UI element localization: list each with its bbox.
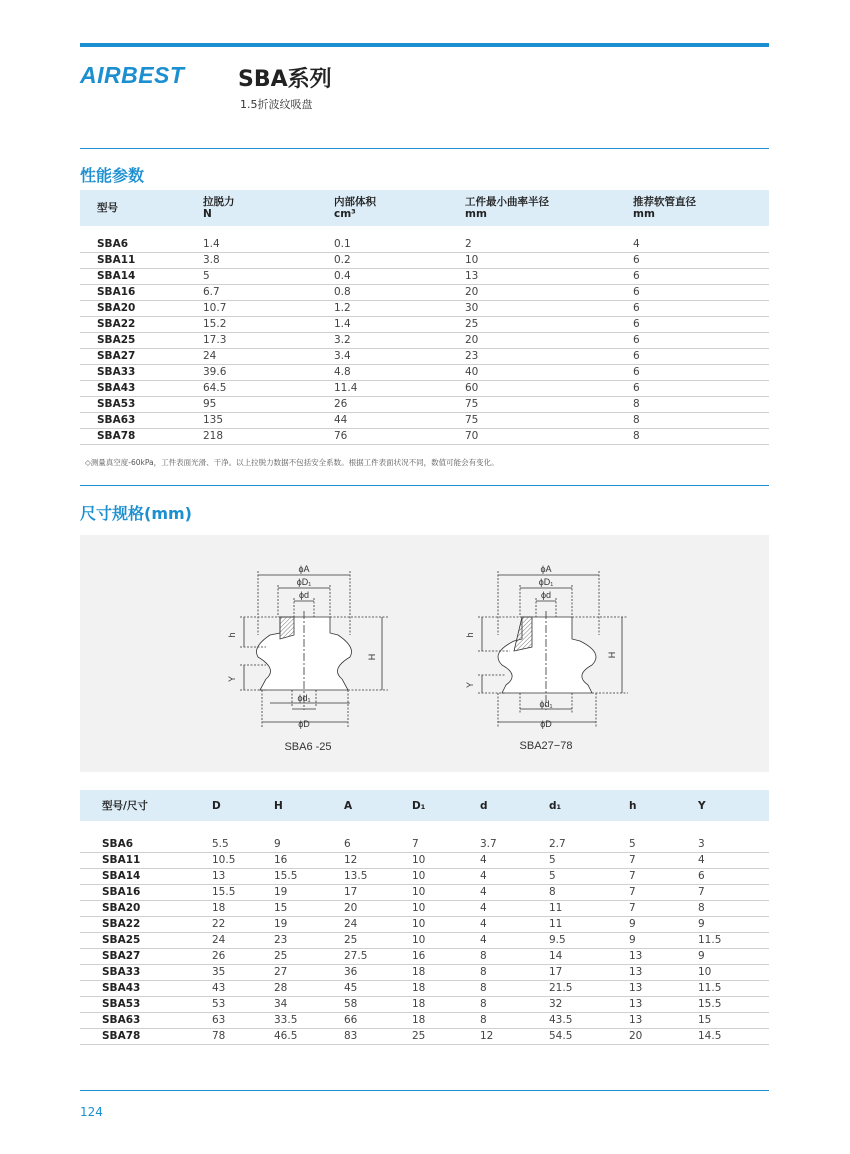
value-cell: 10.5 [212, 853, 274, 869]
value-cell: 23 [274, 933, 344, 949]
label-h: h [227, 632, 237, 638]
label-H: H [607, 651, 617, 659]
value-cell: 4 [480, 869, 549, 885]
value-cell: 44 [334, 413, 465, 429]
value-cell: 6 [633, 381, 769, 397]
value-cell: 63 [212, 1013, 274, 1029]
label-phi-d: ϕd [540, 590, 552, 600]
value-cell: 24 [212, 933, 274, 949]
value-cell: 70 [465, 429, 633, 445]
model-cell: SBA6 [80, 237, 203, 253]
performance-header-row [80, 190, 769, 226]
dimension-row [80, 885, 769, 901]
model-cell: SBA33 [80, 365, 203, 381]
value-cell: 36 [344, 965, 412, 981]
model-cell: SBA63 [80, 413, 203, 429]
label-h: h [465, 632, 475, 638]
value-cell: 40 [465, 365, 633, 381]
value-cell: 60 [465, 381, 633, 397]
value-cell: 33.5 [274, 1013, 344, 1029]
value-cell: 8 [633, 429, 769, 445]
value-cell: 24 [344, 917, 412, 933]
value-cell: 34 [274, 997, 344, 1013]
page-title: SBA系列 [238, 67, 332, 92]
value-cell: 10.7 [203, 301, 334, 317]
value-cell: 3.2 [334, 333, 465, 349]
performance-header-cell: 内部体积 cm³ [334, 190, 465, 226]
value-cell: 20 [465, 285, 633, 301]
value-cell: 2 [465, 237, 633, 253]
performance-header-cell: 推荐软管直径 mm [633, 190, 769, 226]
value-cell: 5 [203, 269, 334, 285]
value-cell: 8 [480, 997, 549, 1013]
suction-cup-drawings [80, 535, 769, 772]
value-cell: 10 [698, 965, 769, 981]
performance-row [80, 333, 769, 349]
model-cell: SBA16 [80, 285, 203, 301]
performance-row [80, 285, 769, 301]
value-cell: 13.5 [344, 869, 412, 885]
value-cell: 5 [549, 869, 629, 885]
value-cell: 11 [549, 901, 629, 917]
value-cell: 15.2 [203, 317, 334, 333]
value-cell: 6 [633, 301, 769, 317]
value-cell: 9.5 [549, 933, 629, 949]
label-phi-D1: ϕD₁ [538, 577, 554, 587]
value-cell: 58 [344, 997, 412, 1013]
value-cell: 7 [629, 853, 698, 869]
value-cell: 75 [465, 413, 633, 429]
value-cell: 21.5 [549, 981, 629, 997]
dimension-header-cell: h [629, 790, 698, 821]
value-cell: 15.5 [212, 885, 274, 901]
dimension-diagram [80, 535, 769, 772]
value-cell: 76 [334, 429, 465, 445]
brand-logo [80, 62, 184, 89]
model-cell: SBA53 [80, 397, 203, 413]
dimension-header-cell: H [274, 790, 344, 821]
performance-row [80, 349, 769, 365]
value-cell: 7 [629, 901, 698, 917]
value-cell: 78 [212, 1029, 274, 1045]
model-cell: SBA53 [80, 997, 212, 1013]
dimension-row [80, 997, 769, 1013]
value-cell: 8 [480, 965, 549, 981]
value-cell: 10 [465, 253, 633, 269]
value-cell: 9 [274, 837, 344, 853]
label-phi-d1: ϕd₁ [539, 699, 553, 709]
value-cell: 6 [633, 317, 769, 333]
model-cell: SBA14 [80, 869, 212, 885]
dimension-header-cell: d₁ [549, 790, 629, 821]
value-cell: 15.5 [698, 997, 769, 1013]
model-cell: SBA14 [80, 269, 203, 285]
value-cell: 1.2 [334, 301, 465, 317]
value-cell: 6 [633, 365, 769, 381]
model-cell: SBA43 [80, 981, 212, 997]
value-cell: 4 [480, 917, 549, 933]
value-cell: 8 [633, 413, 769, 429]
dimension-header-cell: Y [698, 790, 769, 821]
performance-row [80, 253, 769, 269]
dimension-table-body [80, 837, 769, 1045]
dimension-row [80, 901, 769, 917]
value-cell: 11.5 [698, 933, 769, 949]
value-cell: 3.8 [203, 253, 334, 269]
left-drawing-caption: SBA6 -25 [284, 741, 332, 753]
value-cell: 18 [412, 1013, 480, 1029]
page-number: 124 [80, 1105, 103, 1119]
value-cell: 14 [549, 949, 629, 965]
value-cell: 8 [480, 1013, 549, 1029]
performance-row [80, 381, 769, 397]
model-cell: SBA6 [80, 837, 212, 853]
value-cell: 13 [629, 965, 698, 981]
value-cell: 64.5 [203, 381, 334, 397]
dimension-header-cell: A [344, 790, 412, 821]
dimension-row [80, 869, 769, 885]
performance-header-cell: 型号 [80, 190, 203, 226]
value-cell: 13 [629, 1013, 698, 1029]
value-cell: 15 [274, 901, 344, 917]
value-cell: 53 [212, 997, 274, 1013]
model-cell: SBA20 [80, 301, 203, 317]
model-cell: SBA78 [80, 1029, 212, 1045]
value-cell: 6 [698, 869, 769, 885]
value-cell: 20 [629, 1029, 698, 1045]
value-cell: 19 [274, 885, 344, 901]
label-Y: Y [465, 681, 475, 689]
label-phi-d: ϕd [298, 590, 310, 600]
model-cell: SBA11 [80, 253, 203, 269]
value-cell: 27.5 [344, 949, 412, 965]
value-cell: 3.7 [480, 837, 549, 853]
label-phi-D: ϕD [540, 719, 552, 729]
value-cell: 8 [549, 885, 629, 901]
value-cell: 4 [480, 933, 549, 949]
model-cell: SBA27 [80, 949, 212, 965]
label-Y: Y [227, 675, 237, 683]
value-cell: 8 [480, 949, 549, 965]
value-cell: 6 [633, 285, 769, 301]
value-cell: 13 [629, 981, 698, 997]
dimension-row [80, 949, 769, 965]
performance-row [80, 397, 769, 413]
dimension-row [80, 981, 769, 997]
value-cell: 1.4 [334, 317, 465, 333]
value-cell: 43 [212, 981, 274, 997]
value-cell: 25 [274, 949, 344, 965]
value-cell: 20 [344, 901, 412, 917]
label-phi-D: ϕD [298, 719, 310, 729]
performance-row [80, 237, 769, 253]
dimension-header-cell: d [480, 790, 549, 821]
value-cell: 75 [465, 397, 633, 413]
value-cell: 8 [480, 981, 549, 997]
value-cell: 135 [203, 413, 334, 429]
value-cell: 8 [698, 901, 769, 917]
value-cell: 16 [412, 949, 480, 965]
value-cell: 1.4 [203, 237, 334, 253]
value-cell: 14.5 [698, 1029, 769, 1045]
model-cell: SBA27 [80, 349, 203, 365]
value-cell: 28 [274, 981, 344, 997]
value-cell: 13 [629, 949, 698, 965]
performance-header-cell: 工件最小曲率半径 mm [465, 190, 633, 226]
performance-table [80, 190, 769, 445]
logo-text: AIRBEST [80, 62, 185, 88]
value-cell: 6.7 [203, 285, 334, 301]
page-subtitle: 1.5折波纹吸盘 [240, 98, 313, 111]
label-phi-A: ϕA [540, 564, 552, 574]
value-cell: 11.4 [334, 381, 465, 397]
performance-row [80, 413, 769, 429]
value-cell: 18 [412, 997, 480, 1013]
value-cell: 24 [203, 349, 334, 365]
section-divider [80, 148, 769, 149]
value-cell: 7 [629, 885, 698, 901]
model-cell: SBA20 [80, 901, 212, 917]
model-cell: SBA25 [80, 333, 203, 349]
value-cell: 9 [698, 917, 769, 933]
value-cell: 9 [629, 917, 698, 933]
value-cell: 15.5 [274, 869, 344, 885]
label-phi-d1: ϕd₁ [297, 693, 311, 703]
performance-note: ◇测量真空度-60kPa，工件表面光滑、干净。以上拉脱力数据不包括安全系数。根据工件表面状况不同，数值可能会有变化。 [85, 458, 499, 467]
value-cell: 11 [549, 917, 629, 933]
value-cell: 23 [465, 349, 633, 365]
right-cup-drawing [478, 571, 628, 727]
value-cell: 4 [633, 237, 769, 253]
value-cell: 7 [412, 837, 480, 853]
value-cell: 6 [633, 333, 769, 349]
value-cell: 13 [212, 869, 274, 885]
dimension-row [80, 837, 769, 853]
value-cell: 6 [633, 349, 769, 365]
value-cell: 46.5 [274, 1029, 344, 1045]
value-cell: 17 [344, 885, 412, 901]
value-cell: 5 [549, 853, 629, 869]
value-cell: 4 [480, 901, 549, 917]
value-cell: 45 [344, 981, 412, 997]
value-cell: 95 [203, 397, 334, 413]
right-drawing-caption: SBA27−78 [519, 740, 573, 752]
value-cell: 0.8 [334, 285, 465, 301]
performance-table-body [80, 237, 769, 445]
value-cell: 10 [412, 869, 480, 885]
value-cell: 32 [549, 997, 629, 1013]
performance-row [80, 269, 769, 285]
value-cell: 39.6 [203, 365, 334, 381]
value-cell: 4 [480, 885, 549, 901]
dimension-row [80, 965, 769, 981]
value-cell: 12 [480, 1029, 549, 1045]
value-cell: 19 [274, 917, 344, 933]
value-cell: 10 [412, 917, 480, 933]
dimension-table [80, 790, 769, 1045]
value-cell: 30 [465, 301, 633, 317]
value-cell: 10 [412, 853, 480, 869]
model-cell: SBA22 [80, 317, 203, 333]
section-divider [80, 485, 769, 486]
value-cell: 5.5 [212, 837, 274, 853]
value-cell: 10 [412, 885, 480, 901]
value-cell: 3 [698, 837, 769, 853]
value-cell: 0.4 [334, 269, 465, 285]
value-cell: 10 [412, 933, 480, 949]
model-cell: SBA11 [80, 853, 212, 869]
dimension-section-title: 尺寸规格(mm) [80, 504, 192, 523]
value-cell: 18 [212, 901, 274, 917]
value-cell: 26 [334, 397, 465, 413]
dimension-row [80, 1029, 769, 1045]
value-cell: 7 [629, 869, 698, 885]
model-cell: SBA16 [80, 885, 212, 901]
value-cell: 25 [465, 317, 633, 333]
value-cell: 16 [274, 853, 344, 869]
value-cell: 5 [629, 837, 698, 853]
dimension-header-row [80, 790, 769, 821]
value-cell: 22 [212, 917, 274, 933]
value-cell: 43.5 [549, 1013, 629, 1029]
value-cell: 0.2 [334, 253, 465, 269]
value-cell: 18 [412, 981, 480, 997]
value-cell: 26 [212, 949, 274, 965]
value-cell: 15 [698, 1013, 769, 1029]
value-cell: 2.7 [549, 837, 629, 853]
performance-row [80, 365, 769, 381]
value-cell: 4 [480, 853, 549, 869]
dimension-row [80, 917, 769, 933]
dimension-row [80, 853, 769, 869]
model-cell: SBA33 [80, 965, 212, 981]
model-cell: SBA63 [80, 1013, 212, 1029]
value-cell: 12 [344, 853, 412, 869]
value-cell: 18 [412, 965, 480, 981]
value-cell: 7 [698, 885, 769, 901]
value-cell: 17.3 [203, 333, 334, 349]
label-phi-A: ϕA [298, 564, 310, 574]
left-cup-drawing [240, 571, 388, 727]
value-cell: 10 [412, 901, 480, 917]
model-cell: SBA25 [80, 933, 212, 949]
performance-row [80, 429, 769, 445]
value-cell: 13 [465, 269, 633, 285]
value-cell: 35 [212, 965, 274, 981]
dimension-header-cell: 型号/尺寸 [80, 790, 212, 821]
value-cell: 11.5 [698, 981, 769, 997]
dimension-header-cell: D [212, 790, 274, 821]
dimension-header-cell: D₁ [412, 790, 480, 821]
performance-section-title: 性能参数 [80, 166, 145, 185]
dimension-row [80, 1013, 769, 1029]
value-cell: 25 [344, 933, 412, 949]
dimension-row [80, 933, 769, 949]
performance-row [80, 301, 769, 317]
value-cell: 9 [629, 933, 698, 949]
value-cell: 66 [344, 1013, 412, 1029]
value-cell: 54.5 [549, 1029, 629, 1045]
performance-row [80, 317, 769, 333]
value-cell: 0.1 [334, 237, 465, 253]
value-cell: 83 [344, 1029, 412, 1045]
footer-divider [80, 1090, 769, 1091]
model-cell: SBA22 [80, 917, 212, 933]
value-cell: 9 [698, 949, 769, 965]
value-cell: 4 [698, 853, 769, 869]
value-cell: 17 [549, 965, 629, 981]
value-cell: 3.4 [334, 349, 465, 365]
value-cell: 6 [633, 269, 769, 285]
performance-header-cell: 拉脱力 N [203, 190, 334, 226]
model-cell: SBA43 [80, 381, 203, 397]
value-cell: 4.8 [334, 365, 465, 381]
value-cell: 8 [633, 397, 769, 413]
value-cell: 27 [274, 965, 344, 981]
label-H: H [367, 653, 377, 661]
value-cell: 218 [203, 429, 334, 445]
value-cell: 25 [412, 1029, 480, 1045]
value-cell: 20 [465, 333, 633, 349]
label-phi-D1: ϕD₁ [296, 577, 312, 587]
value-cell: 13 [629, 997, 698, 1013]
value-cell: 6 [344, 837, 412, 853]
top-accent-bar [80, 43, 769, 47]
model-cell: SBA78 [80, 429, 203, 445]
value-cell: 6 [633, 253, 769, 269]
